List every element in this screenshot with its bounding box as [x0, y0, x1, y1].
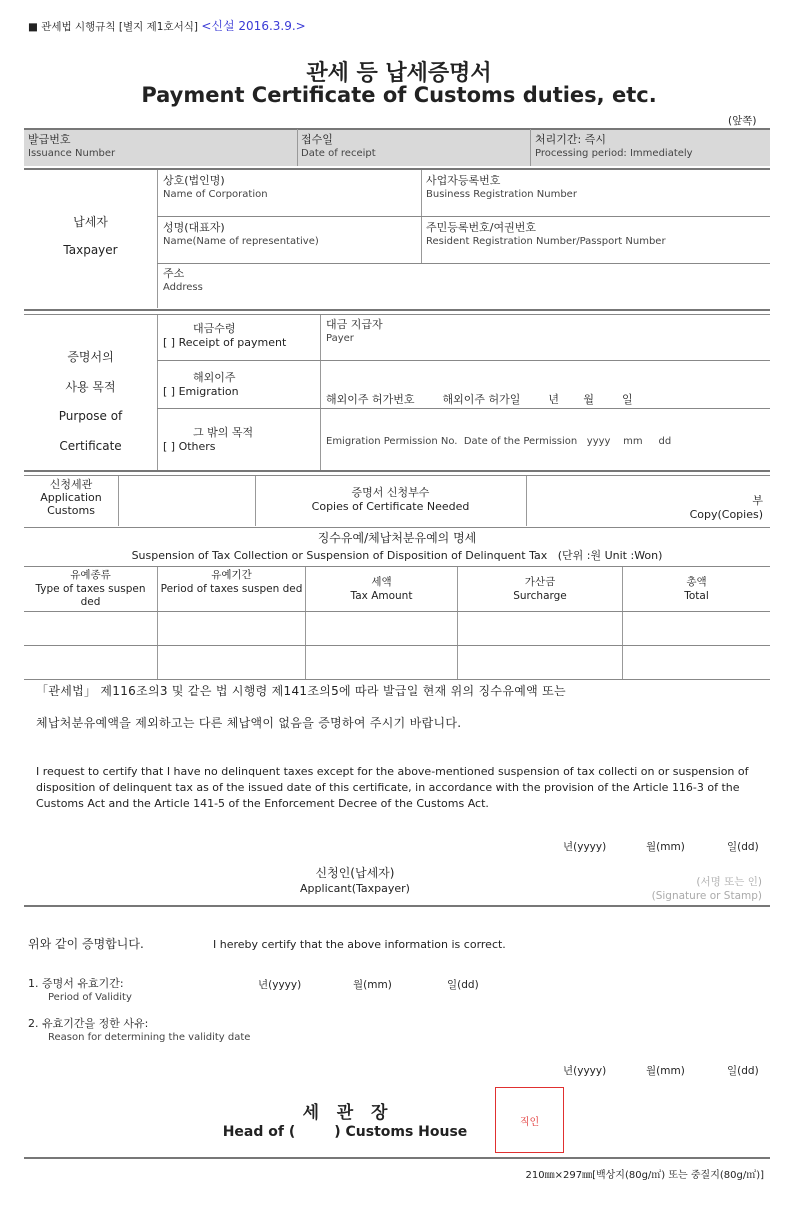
receipt-payment-en: [ ] Receipt of payment — [163, 336, 287, 350]
receipt-date-field[interactable] — [301, 133, 376, 160]
certify-kr: 위와 같이 증명합니다. — [28, 937, 144, 951]
processing-label-kr: 처리기간: 즉시 — [535, 133, 606, 146]
copies-label — [255, 486, 526, 515]
app-customs-kr: 신청세관 — [49, 478, 93, 491]
processing-period — [535, 133, 693, 160]
purpose-label-en2: Certificate — [59, 438, 122, 453]
col-type-en: Type of taxes suspen ded — [35, 582, 146, 609]
others-checkbox[interactable] — [163, 426, 253, 455]
col-period-kr: 유예기간 — [211, 569, 252, 581]
taxpayer-label-kr: 납세자 — [73, 215, 108, 229]
corp-label-kr: 상호(법인명) — [163, 174, 225, 187]
addr-label-kr: 주소 — [163, 267, 185, 280]
emigration-checkbox[interactable] — [163, 371, 239, 400]
applicant-label — [260, 866, 450, 896]
page-side-label: (앞쪽) — [728, 115, 757, 127]
col-header-type — [24, 569, 157, 610]
copies-unit-en: Copy(Copies) — [689, 508, 763, 522]
col-total-en: Total — [684, 589, 709, 602]
issuance-label-en: Issuance Number — [28, 148, 116, 160]
validity-year[interactable]: 년(yyyy) — [258, 979, 302, 991]
signature-kr: (서명 또는 인) — [696, 876, 762, 888]
validity-en: Period of Validity — [48, 992, 132, 1004]
paper-spec-footer: 210㎜×297㎜[백상지(80g/㎡) 또는 중질지(80g/㎡)] — [525, 1170, 764, 1181]
application-customs-label — [24, 478, 118, 518]
emigration-kr: 해외이주 — [193, 371, 236, 384]
col-tax-kr: 세액 — [371, 576, 392, 588]
rep-label-kr: 성명(대표자) — [163, 221, 225, 234]
validity-kr: 1. 증명서 유효기간: — [28, 977, 124, 990]
app-customs-en2: Customs — [47, 504, 95, 518]
others-en: [ ] Others — [163, 440, 216, 454]
title-korean: 관세 등 납세증명서 — [306, 61, 492, 86]
purpose-label-kr2: 사용 목적 — [65, 379, 116, 394]
payer-label-kr: 대금 지급자 — [326, 318, 383, 331]
brn-label-en: Business Registration Number — [426, 189, 577, 201]
col-header-period — [158, 569, 305, 596]
statement-english: I request to certify that I have no delinquent taxes except for the above-mentioned suspension of tax collecti on or suspension of disposition of delinquent tax as of the issued date of this certificate, in accordance with the provision of the Article 116-3 of the Customs Act and the Article 141-5 of the Enforcement Decree of the Customs Act. — [36, 765, 749, 810]
applicant-date-year[interactable]: 년(yyyy) — [563, 841, 607, 853]
receipt-label-kr: 접수일 — [301, 133, 333, 146]
seal-label: 직인 — [519, 1116, 540, 1128]
rep-label-en: Name(Name of representative) — [163, 236, 319, 248]
addr-label-en: Address — [163, 282, 203, 294]
issuance-label-kr: 발급번호 — [28, 133, 71, 146]
processing-label-en: Processing period: Immediately — [535, 148, 693, 160]
form-reference-text: ■ 관세법 시행규칙 [별지 제1호서식] — [28, 21, 199, 33]
emigration-permission-kr: 해외이주 허가번호 해외이주 허가일 년 월 일 — [326, 392, 633, 406]
col-surcharge-kr: 가산금 — [524, 576, 556, 588]
rrn-label-kr: 주민등록번호/여권번호 — [426, 221, 536, 234]
corporation-name-field[interactable] — [163, 174, 268, 201]
col-period-en: Period of taxes suspen ded — [160, 582, 303, 595]
applicant-date-day[interactable]: 일(dd) — [727, 841, 759, 853]
payer-field[interactable] — [326, 318, 383, 345]
col-header-tax-amount — [306, 576, 457, 603]
purpose-label-en1: Purpose of — [58, 409, 123, 424]
representative-name-field[interactable] — [163, 221, 319, 248]
emigration-permission-field[interactable] — [326, 364, 766, 463]
brn-label-kr: 사업자등록번호 — [426, 174, 501, 187]
applicant-signature-field[interactable] — [600, 876, 762, 903]
col-header-surcharge — [458, 576, 622, 603]
business-registration-field[interactable] — [426, 174, 577, 201]
col-surcharge-en: Surcharge — [513, 589, 567, 602]
receipt-of-payment-checkbox[interactable] — [163, 322, 286, 351]
suspension-title-en: Suspension of Tax Collection or Suspension of Disposition of Delinquent Tax (단위 :원 Unit :Won) — [131, 549, 663, 562]
copies-count-field[interactable] — [527, 494, 763, 523]
issue-date-month[interactable]: 월(mm) — [646, 1065, 685, 1077]
col-type-kr: 유예종류 — [70, 569, 111, 581]
purpose-label — [24, 350, 157, 454]
reason-en: Reason for determining the validity date — [48, 1032, 251, 1044]
validity-label — [28, 977, 132, 1004]
copies-unit-kr: 부 — [752, 494, 763, 507]
reason-field[interactable] — [28, 1017, 250, 1044]
address-field[interactable] — [163, 267, 203, 294]
head-title-kr: 세 관 장 — [302, 1103, 388, 1123]
reason-kr: 2. 유효기간을 정한 사유: — [28, 1017, 149, 1030]
applicant-en: Applicant(Taxpayer) — [300, 881, 410, 895]
statement-korean-line2: 체납처분유예액을 제외하고는 다른 체납액이 없음을 증명하여 주시기 바랍니다. — [36, 716, 462, 730]
col-total-kr: 총액 — [686, 576, 707, 588]
issue-date-year[interactable]: 년(yyyy) — [563, 1065, 607, 1077]
resident-number-field[interactable] — [426, 221, 666, 248]
receipt-payment-kr: 대금수령 — [193, 322, 236, 335]
taxpayer-label-en: Taxpayer — [63, 242, 118, 257]
head-title-en: Head of ( ) Customs House — [222, 1124, 468, 1140]
revision-date: <신설 2016.3.9.> — [201, 19, 306, 33]
application-customs-input[interactable] — [119, 477, 254, 525]
rrn-label-en: Resident Registration Number/Passport Number — [426, 236, 666, 248]
statement-korean-line1: 「관세법」 제116조의3 및 같은 법 시행령 제141조의5에 따라 발급일 현재 위의 징수유예액 또는 — [36, 684, 566, 698]
table-row[interactable] — [24, 646, 770, 679]
emigration-en: [ ] Emigration — [163, 385, 239, 399]
purpose-label-kr1: 증명서의 — [67, 350, 114, 364]
copies-label-en: Copies of Certificate Needed — [311, 500, 470, 514]
applicant-date-month[interactable]: 월(mm) — [646, 841, 685, 853]
validity-day[interactable]: 일(dd) — [447, 979, 479, 991]
payer-label-en: Payer — [326, 333, 354, 345]
signature-en: (Signature or Stamp) — [651, 889, 762, 902]
certify-en: I hereby certify that the above information is correct. — [213, 938, 506, 951]
corp-label-en: Name of Corporation — [163, 189, 268, 201]
col-tax-en: Tax Amount — [350, 589, 413, 602]
official-seal-box — [495, 1087, 564, 1153]
form-reference — [28, 19, 306, 35]
app-customs-en1: Application — [40, 491, 102, 505]
applicant-kr: 신청인(납세자) — [315, 866, 395, 880]
copies-label-kr: 증명서 신청부수 — [351, 486, 430, 499]
suspension-title-kr: 징수유예/체납처분유예의 명세 — [317, 531, 477, 545]
receipt-label-en: Date of receipt — [301, 148, 376, 160]
others-kr: 그 밖의 목적 — [193, 426, 254, 439]
table-row[interactable] — [24, 612, 770, 645]
issue-date-day[interactable]: 일(dd) — [727, 1065, 759, 1077]
taxpayer-label — [24, 215, 157, 258]
emigration-permission-en: Emigration Permission No. Date of the Permission yyyy mm dd — [326, 436, 672, 448]
title-english: Payment Certificate of Customs duties, etc. — [141, 83, 657, 107]
issuance-number-field[interactable] — [28, 133, 115, 160]
col-header-total — [623, 576, 770, 603]
validity-month[interactable]: 월(mm) — [353, 979, 392, 991]
